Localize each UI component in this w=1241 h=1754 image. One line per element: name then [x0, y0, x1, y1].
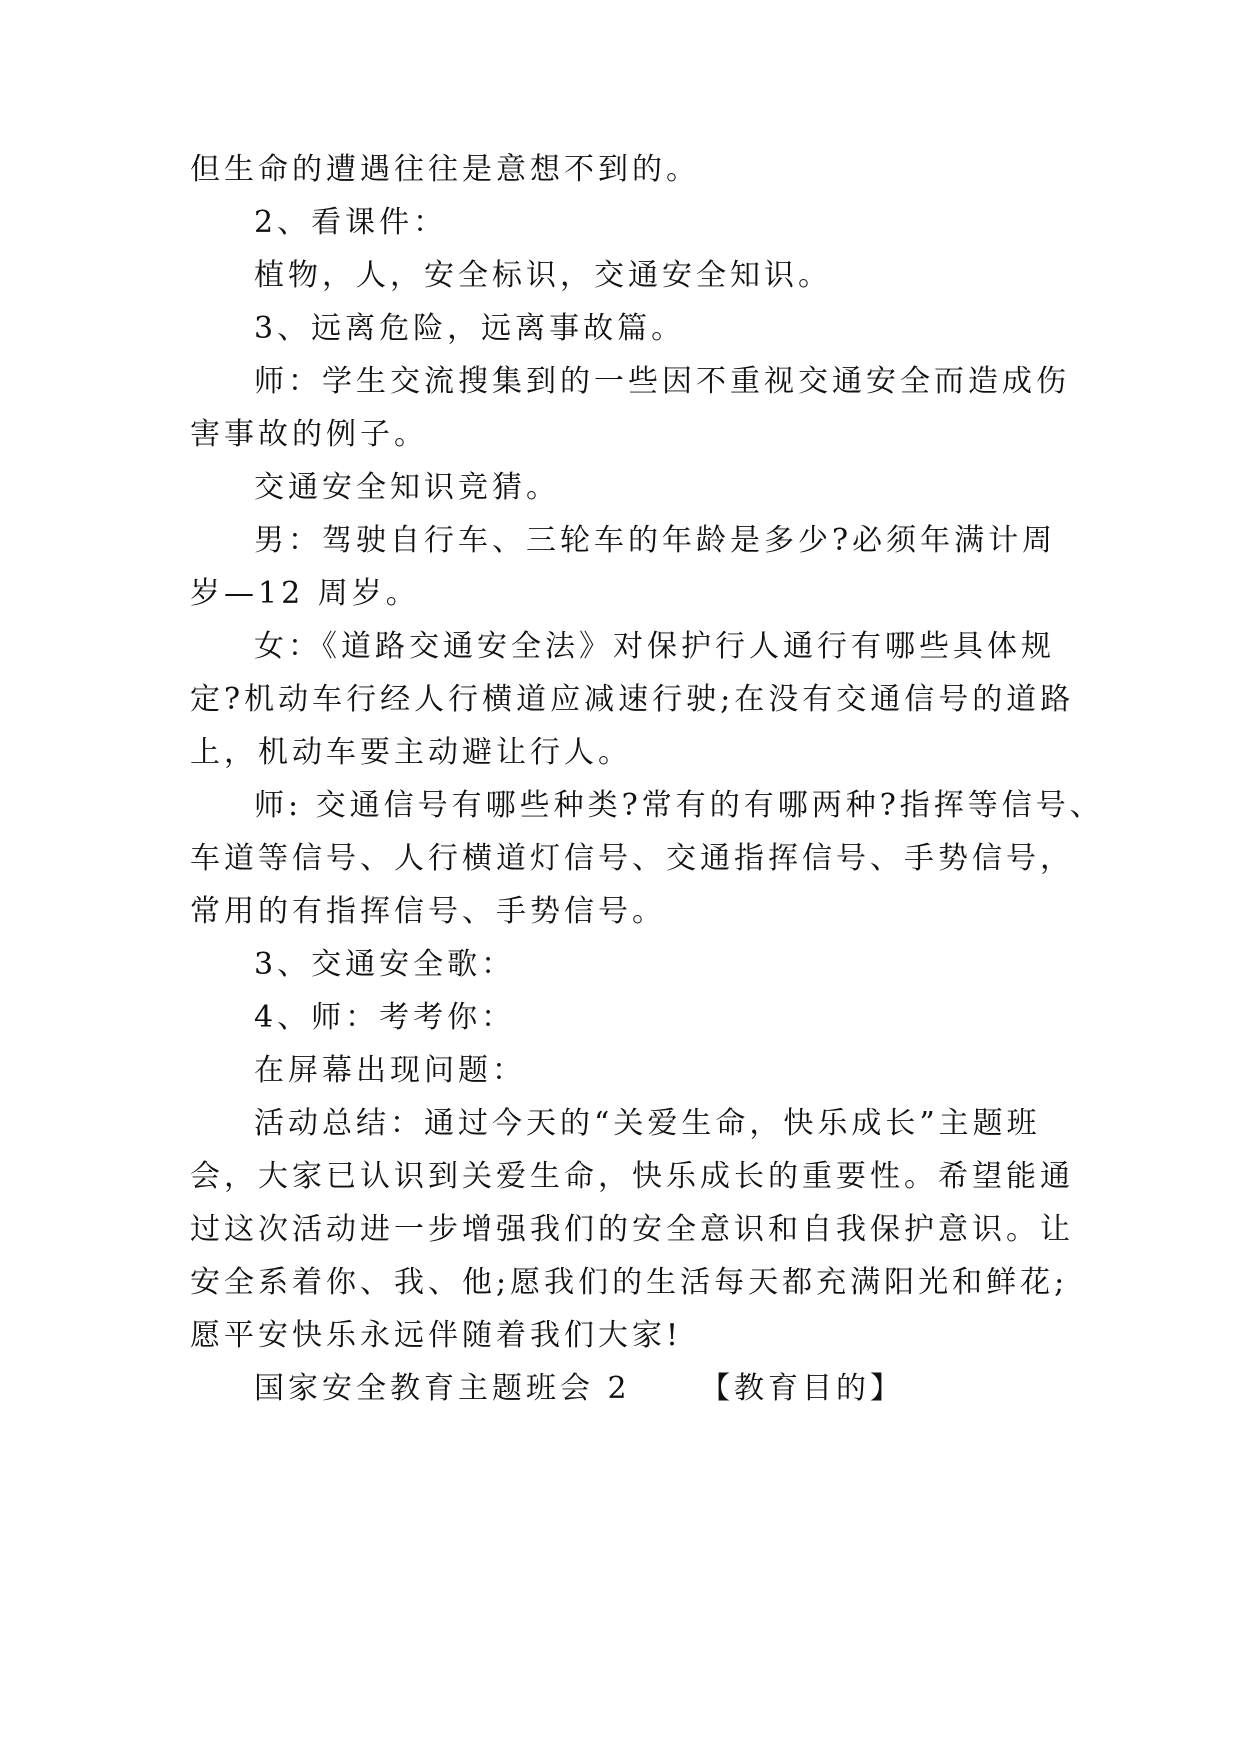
paragraph-line: 安全系着你、我、他;愿我们的生活每天都充满阳光和鲜花;: [190, 1265, 1069, 1300]
section-subheading: 【教育目的】: [700, 1371, 904, 1406]
paragraph-line: 会，大家已认识到关爱生命，快乐成长的重要性。希望能通: [190, 1159, 1074, 1194]
paragraph-line: 车道等信号、人行横道灯信号、交通指挥信号、手势信号，: [190, 841, 1074, 876]
paragraph-line: 愿平安快乐永远伴随着我们大家!: [190, 1318, 683, 1353]
paragraph-line: 3、远离危险，远离事故篇。: [254, 311, 686, 346]
paragraph-line: 在屏幕出现问题：: [254, 1053, 526, 1088]
paragraph-line: 害事故的例子。: [190, 417, 428, 452]
paragraph-line: 但生命的遭遇往往是意想不到的。: [190, 152, 700, 187]
paragraph-line: 定?机动车行经人行横道应减速行驶;在没有交通信号的道路: [190, 682, 1075, 717]
paragraph-line: 师：学生交流搜集到的一些因不重视交通安全而造成伤: [254, 364, 1070, 399]
paragraph-line: 岁—12 周岁。: [190, 576, 420, 611]
paragraph-line: 4、师：考考你：: [254, 1000, 516, 1035]
paragraph-line: 2、看课件：: [254, 205, 448, 240]
section-heading: 国家安全教育主题班会 2: [254, 1371, 631, 1406]
paragraph-line: 活动总结：通过今天的“关爱生命，快乐成长”主题班: [254, 1106, 1041, 1141]
paragraph-line: 师: 交通信号有哪些种类?常有的有哪两种?指挥等信号、: [254, 788, 1104, 823]
paragraph-line: 过这次活动进一步增强我们的安全意识和自我保护意识。让: [190, 1212, 1074, 1247]
paragraph-line: 男：驾驶自行车、三轮车的年龄是多少?必须年满计周: [254, 523, 1057, 558]
paragraph-line: 交通安全知识竞猜。: [254, 470, 560, 505]
paragraph-line: 上，机动车要主动避让行人。: [190, 735, 632, 770]
paragraph-line: 植物，人，安全标识，交通安全知识。: [254, 258, 832, 293]
paragraph-line: 3、交通安全歌：: [254, 947, 516, 982]
paragraph-line: 常用的有指挥信号、手势信号。: [190, 894, 666, 929]
paragraph-line: 女：《道路交通安全法》对保护行人通行有哪些具体规: [254, 629, 1055, 664]
